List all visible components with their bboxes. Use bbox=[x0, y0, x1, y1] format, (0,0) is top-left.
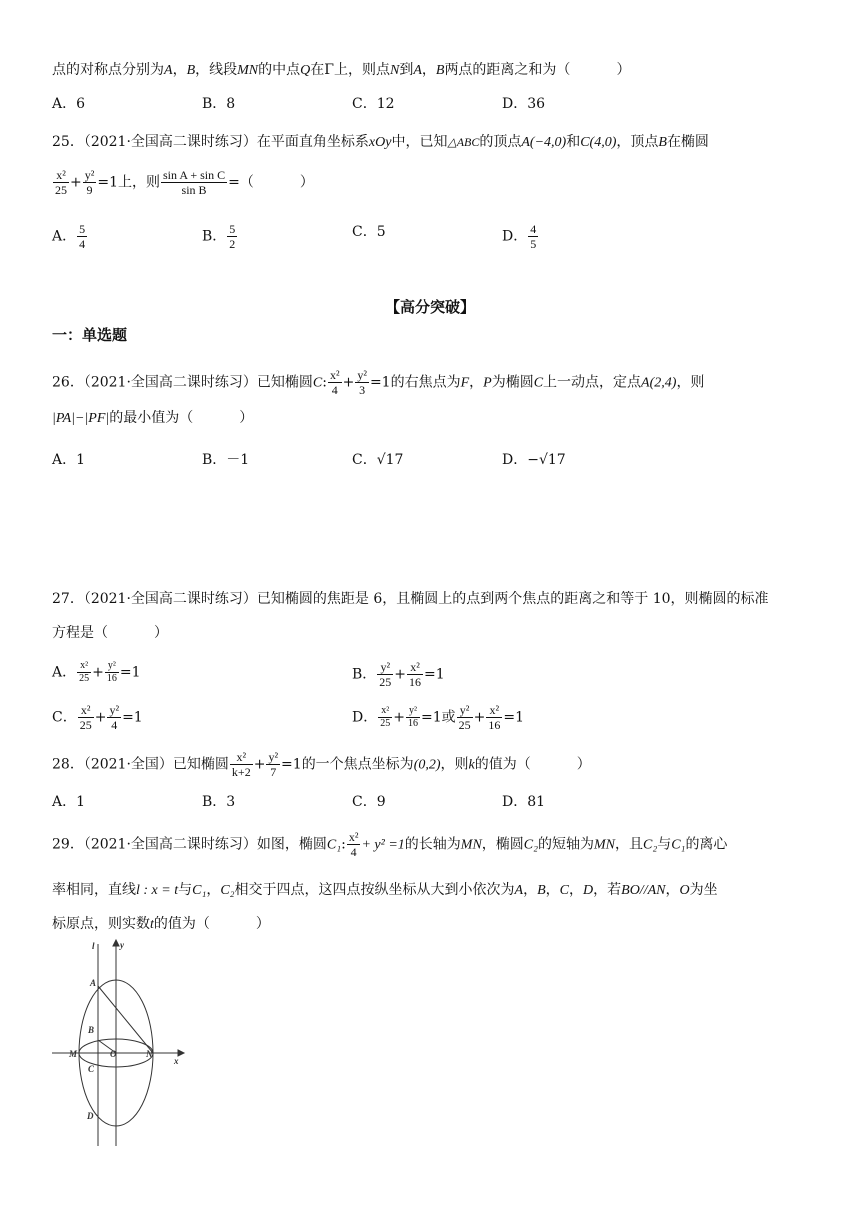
q24-option-c[interactable]: C．12 bbox=[352, 96, 395, 112]
q29-text-line1: 29．（2021·全国高二课时练习）如图，椭圆C₁: $\frac{\text{x²}}{4}$ + y² =1的长轴为MN，椭圆C₂的短轴为MN，且C₂与C₁的离心 bbox=[52, 830, 728, 859]
q27-option-d[interactable]: D． $\frac{\text{x²}}{25}$ + $\frac{\text{y²}}{16}$ =1或 $\frac{\text{y²}}{25}$ + $\frac{\text{x²}}{16}$ =1 bbox=[352, 703, 524, 732]
x-axis-arrow bbox=[178, 1050, 184, 1056]
q29-text-line3: 标原点，则实数t的值为（ ） bbox=[52, 916, 270, 932]
segment-an bbox=[98, 986, 153, 1053]
q25-text-line1: 25．（2021·全国高二课时练习）在平面直角坐标系xOy中，已知△ABC的顶点A(−4,0)和C(4,0)，顶点B在椭圆 bbox=[52, 134, 709, 150]
q25-option-d[interactable]: D． $\frac{4}{5}$ bbox=[502, 222, 537, 251]
q26-text-line2: |PA|−|PF|的最小值为（ ） bbox=[52, 410, 254, 426]
q25-option-a[interactable]: A． $\frac{5}{4}$ bbox=[52, 222, 86, 251]
label-l: l bbox=[92, 941, 95, 951]
q26-text-line1: 26．（2021·全国高二课时练习）已知椭圆C: $\frac{\text{x²}}{4}$ + $\frac{\text{y²}}{3}$ =1的右焦点为F，P为椭圆C上一动点，定点A(2,4)，则 bbox=[52, 368, 705, 397]
q24-option-b[interactable]: B．8 bbox=[202, 96, 236, 112]
label-x: x bbox=[174, 1056, 179, 1066]
q28-option-a[interactable]: A．1 bbox=[52, 794, 86, 810]
label-a: A bbox=[90, 978, 97, 988]
q27-option-a[interactable]: A． $\frac{\text{x²}}{25}$ + $\frac{\text{y²}}{16}$ =1 bbox=[52, 660, 141, 684]
q24-option-d[interactable]: D．36 bbox=[502, 96, 546, 112]
q28-option-d[interactable]: D．81 bbox=[502, 794, 546, 810]
q29-text-line2: 率相同，直线l : x = t与C₁，C₂相交于四点，这四点按纵坐标从大到小依次为A，B，C，D，若BO//AN，O为坐 bbox=[52, 882, 718, 898]
q24-text: 点的对称点分别为A，B，线段MN的中点Q在Γ上，则点N到A，B两点的距离之和为（ ） bbox=[52, 62, 631, 78]
label-c: C bbox=[88, 1064, 95, 1074]
fraction: $\frac{\text{y²}}{9}$ bbox=[84, 168, 95, 197]
q28-option-c[interactable]: C．9 bbox=[352, 794, 386, 810]
fraction: $\frac{\text{sin A + sin C}}{\text{sin B}}$ bbox=[162, 168, 226, 197]
section-title: 一：单选题 bbox=[52, 326, 128, 344]
label-b: B bbox=[88, 1025, 95, 1035]
q27-option-c[interactable]: C． $\frac{\text{x²}}{25}$ + $\frac{\text{y²}}{4}$ =1 bbox=[52, 703, 143, 732]
q27-text-line2: 方程是（ ） bbox=[52, 625, 168, 641]
y-axis-arrow bbox=[113, 940, 119, 946]
q24-option-a[interactable]: A．6 bbox=[52, 96, 86, 112]
label-m: M bbox=[69, 1049, 78, 1059]
label-o: O bbox=[110, 1049, 117, 1059]
q26-option-b[interactable]: B．－1 bbox=[202, 452, 250, 468]
label-d: D bbox=[87, 1111, 94, 1121]
q25-text-line2: $\frac{\text{x²}}{25}$ + $\frac{\text{y²}}{9}$ =1上，则 $\frac{\text{sin A + sin C}}{\text{sin B}}$ =（ ） bbox=[55, 168, 314, 197]
q27-text-line1: 27．（2021·全国高二课时练习）已知椭圆的焦距是 6，且椭圆上的点到两个焦点的距离之和等于 10，则椭圆的标准 bbox=[52, 591, 769, 607]
fraction: $\frac{\text{x²}}{25}$ bbox=[55, 168, 67, 197]
q28-option-b[interactable]: B．3 bbox=[202, 794, 236, 810]
q25-option-c[interactable]: C．5 bbox=[352, 224, 386, 240]
ellipse-figure bbox=[50, 936, 190, 1148]
label-y: y bbox=[120, 940, 124, 950]
q28-text: 28．（2021·全国）已知椭圆 $\frac{\text{x²}}{k+2}$ + $\frac{\text{y²}}{7}$ =1的一个焦点坐标为(0,2)，则k的值为（ ） bbox=[52, 750, 591, 779]
q25-option-b[interactable]: B． $\frac{5}{2}$ bbox=[202, 222, 236, 251]
q26-option-c[interactable]: C．√17 bbox=[352, 452, 404, 468]
q26-option-a[interactable]: A．1 bbox=[52, 452, 86, 468]
q27-option-b[interactable]: B． $\frac{\text{y²}}{25}$ + $\frac{\text{x²}}{16}$ =1 bbox=[352, 660, 445, 689]
section-heading: 【高分突破】 bbox=[384, 298, 475, 316]
label-n: N bbox=[146, 1049, 153, 1059]
q26-option-d[interactable]: D．−√17 bbox=[502, 452, 566, 468]
